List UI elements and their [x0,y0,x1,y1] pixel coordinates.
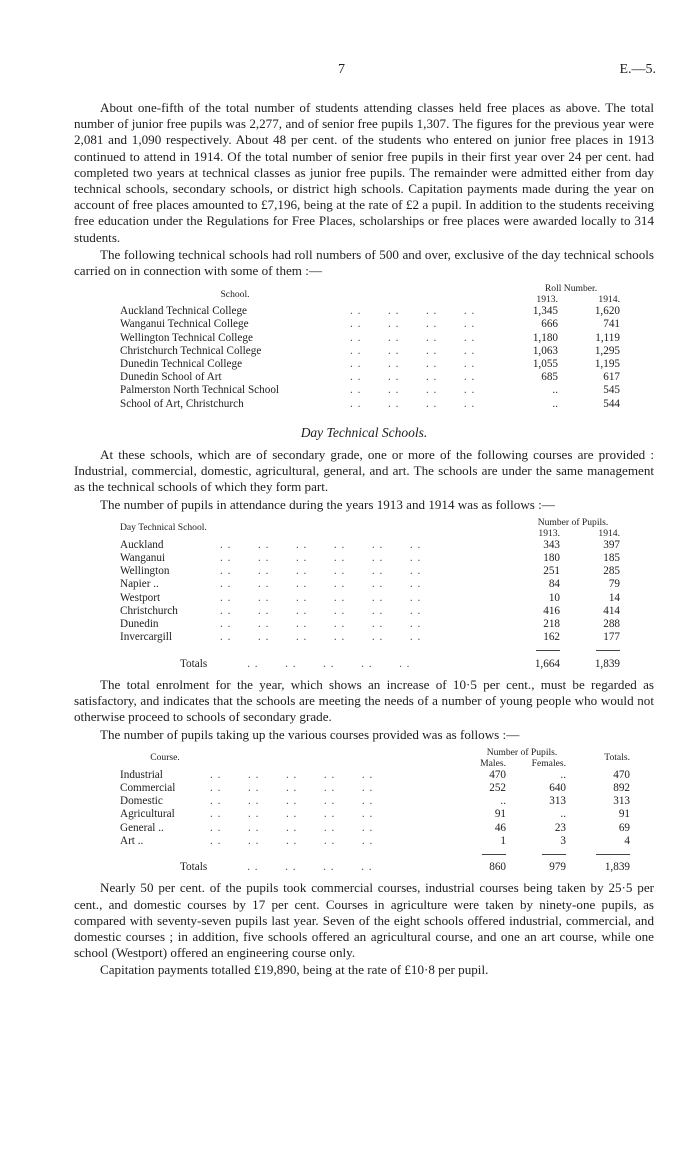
course-females: 3 [560,834,566,847]
page-number: 7 [338,62,345,77]
roll-table-body [120,305,620,411]
course-totals: 892 [613,781,630,794]
day-v1913: 416 [543,604,560,617]
page-content [74,100,654,979]
roll-v1914: 544 [603,397,620,410]
course-males: 470 [489,768,506,781]
course-name: Art .. [120,834,144,847]
day-row [120,565,620,578]
course-table-body [120,769,630,848]
course-males: 91 [494,808,506,821]
day-name: Christchurch [120,604,178,617]
roll-leader: . . . . . . . . [350,344,476,357]
roll-v1913: 1,345 [532,305,558,318]
day-v1914: 79 [608,578,620,591]
day-v1913: 10 [548,591,560,604]
roll-name: Auckland Technical College [120,305,247,318]
course-col-course: Course. [150,752,180,764]
course-leader: . . . . . . . . . . [210,795,374,808]
day-row [120,631,620,644]
day-totals-label: Totals [180,657,208,670]
course-males: .. [500,795,506,808]
course-totals: 4 [624,834,630,847]
day-name: Wellington [120,565,170,578]
day-name: Napier .. [120,578,159,591]
section-heading-day-technical: Day Technical Schools. [300,424,428,440]
day-row [120,592,620,605]
day-v1914: 288 [603,618,620,631]
course-totals-label: Totals [180,861,208,874]
course-row [120,795,630,808]
day-v1913: 180 [543,552,560,565]
day-col-1913: 1913. [538,527,560,539]
paragraph-free-places: About one-fifth of the total number of students attending classes held free places as above. The total number of junior free pupils was 2,277, and of senior free pupils 1,307. The figures for the previous year were 2,081 and 1,090 respectively. About 48 per cent. of the students who entered on junior free places in 1913 continued to attend in 1914. Of the total number of senior free pupils in their first year over 24 per cent. had completed two years at technical classes as junior free pupils. The remainder were admitted either from day technical schools, secondary schools, or district high schools. Capitation payments made during the year on account of free places amounted to £7,196, being at the rate of £2 a pupil. In addition to the students receiving free education under the Regulations for Free Places, scholarships or free places were awarded locally to 314 students. [74,100,654,245]
roll-number-table [120,283,620,411]
roll-v1914: 1,195 [594,358,620,371]
roll-v1913: .. [552,384,558,397]
roll-v1914: 741 [603,318,620,331]
day-v1913: 218 [543,618,560,631]
course-leader: . . . . . . . . . . [210,821,374,834]
roll-name: Dunedin School of Art [120,371,222,384]
roll-leader: . . . . . . . . [350,358,476,371]
course-females: 23 [554,821,566,834]
course-row [120,835,630,848]
roll-v1913: 666 [541,318,558,331]
document-reference: E.—5. [619,62,656,77]
paragraph-courses-intro: The number of pupils taking up the various courses provided was as follows :— [100,726,520,742]
course-males: 1 [500,834,506,847]
roll-leader: . . . . . . . . [350,305,476,318]
roll-name: Wellington Technical College [120,331,253,344]
roll-leader: . . . . . . . . [350,397,476,410]
paragraph-attendance-intro: The number of pupils in attendance during the years 1913 and 1914 was as follows :— [100,496,555,512]
day-totals-row: Totals . . . . . . . . . . 1,664 1,839 [180,657,620,670]
roll-name: Wanganui Technical College [120,318,249,331]
course-row [120,822,630,835]
day-leader: . . . . . . . . . . . . [220,552,422,565]
roll-name: School of Art, Christchurch [120,397,244,410]
course-name: Agricultural [120,808,175,821]
day-leader: . . . . . . . . . . . . [220,578,422,591]
roll-leader: . . . . . . . . [350,371,476,384]
day-v1914: 14 [608,591,620,604]
course-table [120,747,630,875]
day-name: Dunedin [120,618,159,631]
roll-row [120,384,620,397]
paragraph-enrolment: The total enrolment for the year, which shows an increase of 10·5 per cent., must be regarded as satisfactory, and indicates that the schools are meeting the needs of a number of young people who would not otherwise proceed to schools of secondary grade. [74,676,654,725]
day-v1914: 177 [603,631,620,644]
roll-row [120,398,620,411]
roll-leader: . . . . . . . . [350,331,476,344]
roll-v1913: 1,180 [532,331,558,344]
course-totals: 470 [613,768,630,781]
roll-col-1913: 1913. [536,294,558,306]
course-col-group: Number of Pupils. [486,746,558,758]
day-leader: . . . . . . . . . . . . [220,618,422,631]
course-col-totals: Totals. [604,752,630,764]
course-males: 46 [494,821,506,834]
roll-v1914: 1,295 [594,344,620,357]
day-name: Invercargill [120,631,172,644]
course-totals-females: 979 [549,861,566,874]
roll-row [120,358,620,371]
day-leader: . . . . . . . . . . . . [220,631,422,644]
day-name: Wanganui [120,552,166,565]
course-leader: . . . . . . . . . . [210,834,374,847]
day-col-group: Number of Pupils. [537,516,609,528]
roll-v1913: 1,055 [532,358,558,371]
course-leader: . . . . . . . . . . [210,768,374,781]
day-totals-1914: 1,839 [594,657,620,670]
course-females: 640 [549,781,566,794]
course-totals: 69 [618,821,630,834]
roll-v1914: 545 [603,384,620,397]
day-col-school: Day Technical School. [120,522,207,534]
day-row [120,539,620,552]
course-name: Domestic [120,795,163,808]
course-females: .. [560,808,566,821]
course-name: General .. [120,821,164,834]
roll-v1913: 1,063 [532,344,558,357]
day-row [120,552,620,565]
roll-row [120,332,620,345]
day-v1914: 397 [603,538,620,551]
roll-leader: . . . . . . . . [350,318,476,331]
paragraph-capitation: Capitation payments totalled £19,890, being at the rate of £10·8 per pupil. [100,962,489,978]
paragraph-day-schools: At these schools, which are of secondary grade, one or more of the following courses are provided : Industrial, commercial, domestic, agricultural, general, and art. The schools are under the same management as the technical schools of which they form part. [74,447,654,495]
page-header [0,62,700,82]
roll-col-school: School. [220,288,250,300]
course-totals-row: Totals . . . . . . . . 860 979 1,839 [180,861,630,874]
paragraph-course-analysis: Nearly 50 per cent. of the pupils took commercial courses, industrial courses being taken by 25·5 per cent., and domestic courses by 17 per cent. Courses in agriculture were taken by ninety-one pupils, as compared with seventy-seven pupils last year. Seven of the eight schools offered industrial, commercial, and domestic courses ; in addition, five schools offered an agricultural course, and one an art course, while one school (Westport) offered an engineering course only. [74,880,654,961]
day-v1913: 251 [543,565,560,578]
roll-v1914: 1,620 [594,305,620,318]
day-row [120,618,620,631]
roll-name: Christchurch Technical College [120,344,262,357]
course-females: .. [560,768,566,781]
day-v1913: 84 [548,578,560,591]
day-school-table [120,517,620,671]
roll-col-group: Roll Number. [544,283,598,295]
day-name: Westport [120,591,161,604]
course-row [120,769,630,782]
course-males: 252 [489,781,506,794]
roll-v1914: 1,119 [595,331,620,344]
roll-name: Dunedin Technical College [120,358,243,371]
roll-leader: . . . . . . . . [350,384,476,397]
roll-row [120,371,620,384]
day-v1914: 414 [603,604,620,617]
day-name: Auckland [120,538,164,551]
day-totals-1913: 1,664 [534,657,560,670]
day-row [120,605,620,618]
day-col-1914: 1914. [598,527,620,539]
course-leader: . . . . . . . . . . [210,781,374,794]
day-row [120,578,620,591]
day-v1914: 185 [603,552,620,565]
roll-v1913: 685 [541,371,558,384]
day-leader: . . . . . . . . . . . . [220,591,422,604]
roll-name: Palmerston North Technical School [120,384,280,397]
course-totals-males: 860 [489,861,506,874]
course-totals: 91 [618,808,630,821]
roll-row [120,318,620,331]
day-v1913: 162 [543,631,560,644]
course-row [120,808,630,821]
roll-v1913: .. [552,397,558,410]
course-leader: . . . . . . . . . . [210,808,374,821]
day-leader: . . . . . . . . . . . . [220,565,422,578]
course-totals: 313 [613,795,630,808]
roll-v1914: 617 [603,371,620,384]
course-totals-all: 1,839 [604,861,630,874]
course-col-males: Males. [480,757,506,769]
course-females: 313 [549,795,566,808]
course-row [120,782,630,795]
course-col-females: Females. [531,757,566,769]
roll-row [120,345,620,358]
roll-row [120,305,620,318]
day-leader: . . . . . . . . . . . . [220,538,422,551]
day-v1914: 285 [603,565,620,578]
paragraph-roll-intro: The following technical schools had roll numbers of 500 and over, exclusive of the day technical schools carried on in connection with some of them :— [74,246,654,279]
course-name: Commercial [120,781,176,794]
course-name: Industrial [120,768,163,781]
day-leader: . . . . . . . . . . . . [220,604,422,617]
day-v1913: 343 [543,538,560,551]
day-table-body [120,539,620,645]
roll-col-1914: 1914. [598,294,620,306]
